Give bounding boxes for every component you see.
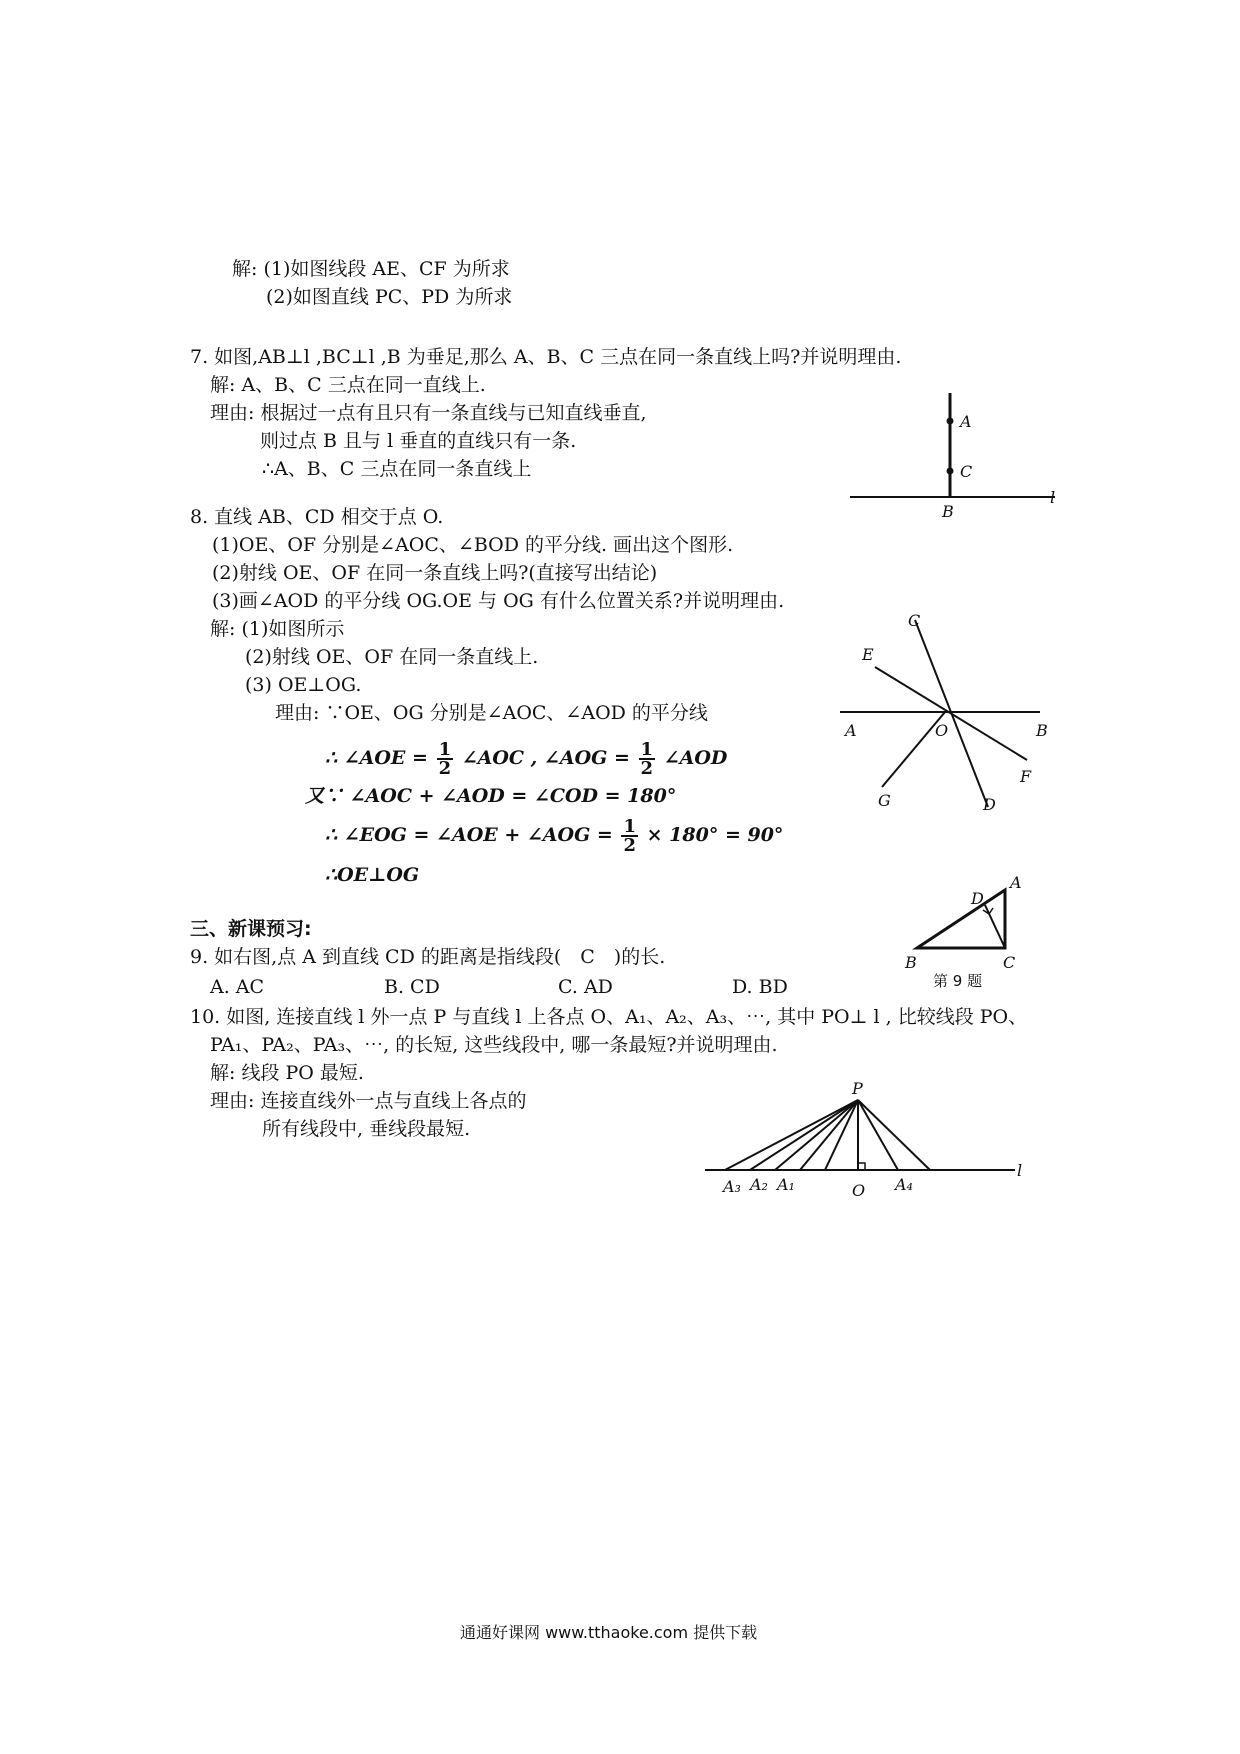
q7-label-c: C [960, 462, 973, 481]
q10-label-p: P [852, 1079, 863, 1098]
q8-line-ef [875, 667, 1027, 760]
q8-eq3-part-b: × 180° = 90° [646, 824, 784, 846]
q8-equation-1 [325, 738, 727, 778]
q10-figure [705, 1080, 1035, 1215]
q8-label-f: F [1020, 767, 1032, 786]
q8-eq1-part-d: ∠AOD [663, 747, 728, 769]
q7-answer: 解: A、B、C 三点在同一直线上. [210, 374, 486, 396]
q8-solution-3: (3) OE⊥OG. [245, 674, 362, 696]
q9-option-c: C. AD [558, 976, 613, 998]
q8-label-o: O [935, 721, 949, 740]
section-heading: 三、新课预习: [190, 918, 312, 940]
q8-solution-1: 解: (1)如图所示 [210, 618, 345, 640]
fraction-half [621, 818, 638, 854]
fraction-numerator: 1 [623, 816, 637, 837]
q10-segment-pa4 [858, 1100, 898, 1170]
q10-label-a4: A₄ [895, 1175, 913, 1194]
q7-label-b: B [942, 502, 954, 521]
q9-label-c: C [1003, 953, 1016, 972]
q9-label-a: A [1010, 873, 1022, 892]
fraction-denominator: 2 [438, 758, 452, 779]
q10-label-o: O [852, 1181, 866, 1200]
q7-point-c [947, 468, 954, 475]
q10-segment-pa5 [858, 1100, 930, 1170]
q10-reason-2: 所有线段中, 垂线段最短. [262, 1118, 471, 1140]
q7-label-l: l [1050, 488, 1056, 507]
q10-right-angle-mark [858, 1163, 865, 1170]
q7-question: 7. 如图,AB⊥l ,BC⊥l ,B 为垂足,那么 A、B、C 三点在同一条直线上吗?并说明理由. [190, 346, 902, 368]
q10-segment-pa2 [775, 1100, 858, 1170]
q10-segment-pa-extra [725, 1100, 858, 1170]
q10-label-a3: A₃ [723, 1177, 741, 1196]
q8-solution-2: (2)射线 OE、OF 在同一条直线上. [245, 646, 539, 668]
q8-label-a: A [845, 721, 857, 740]
q10-label-a1: A₁ [777, 1175, 795, 1194]
q7-reason-1: 理由: 根据过一点有且只有一条直线与已知直线垂直, [210, 402, 647, 424]
q9-segment-cd [985, 905, 1005, 948]
q8-part-3: (3)画∠AOD 的平分线 OG.OE 与 OG 有什么位置关系?并说明理由. [212, 590, 785, 612]
q6-solution-2: (2)如图直线 PC、PD 为所求 [266, 286, 513, 308]
q9-label-d: D [971, 889, 984, 908]
q9-label-b: B [905, 953, 917, 972]
q7-reason-2: 则过点 B 且与 l 垂直的直线只有一条. [260, 430, 577, 452]
q10-answer: 解: 线段 PO 最短. [210, 1062, 364, 1084]
q9-figure [905, 870, 1065, 990]
q8-question: 8. 直线 AB、CD 相交于点 O. [190, 506, 444, 528]
q8-part-1: (1)OE、OF 分别是∠AOC、∠BOD 的平分线. 画出这个图形. [212, 534, 734, 556]
q8-equation-3 [325, 815, 783, 855]
q8-eq1-part-a: ∴ ∠AOE = [325, 747, 428, 769]
q7-label-a: A [960, 412, 972, 431]
q9-option-a: A. AC [210, 976, 265, 998]
q8-label-c: C [908, 611, 921, 630]
fraction-half [639, 741, 656, 777]
fraction-denominator: 2 [623, 835, 637, 856]
q10-question-2: PA₁、PA₂、PA₃、⋯, 的长短, 这些线段中, 哪一条最短?并说明理由. [210, 1034, 778, 1056]
fraction-half [437, 741, 454, 777]
q7-reason-3: ∴A、B、C 三点在同一条直线上 [262, 458, 532, 480]
q8-label-g: G [878, 791, 891, 810]
q7-figure [850, 385, 1070, 525]
fraction-numerator: 1 [438, 739, 452, 760]
q10-reason-1: 理由: 连接直线外一点与直线上各点的 [210, 1090, 527, 1112]
q8-eq3-part-a: ∴ ∠EOG = ∠AOE + ∠AOG = [325, 824, 613, 846]
q9-caption: 第 9 题 [933, 972, 983, 990]
q8-figure [840, 612, 1070, 827]
q7-point-a [947, 418, 954, 425]
q10-label-a2: A₂ [750, 1175, 768, 1194]
q8-reason: 理由: ∵OE、OG 分别是∠AOC、∠AOD 的平分线 [275, 702, 708, 724]
footer-text: 通通好课网 www.tthaoke.com 提供下载 [460, 1623, 758, 1642]
q8-eq1-part-b: ∠AOC , [461, 747, 538, 769]
q8-label-e: E [862, 645, 874, 664]
q6-solution-1: 解: (1)如图线段 AE、CF 为所求 [232, 258, 510, 280]
fraction-numerator: 1 [640, 739, 654, 760]
fraction-denominator: 2 [640, 758, 654, 779]
q9-option-d: D. BD [732, 976, 788, 998]
q8-part-2: (2)射线 OE、OF 在同一条直线上吗?(直接写出结论) [212, 562, 658, 584]
q9-question: 9. 如右图,点 A 到直线 CD 的距离是指线段( C )的长. [190, 946, 666, 968]
q8-label-b: B [1036, 721, 1048, 740]
q10-label-l: l [1017, 1161, 1023, 1180]
q8-equation-2: 又∵ ∠AOC + ∠AOD = ∠COD = 180° [305, 785, 677, 807]
q10-question-1: 10. 如图, 连接直线 l 外一点 P 与直线 l 上各点 O、A₁、A₂、A₃、⋯, 其中 PO⊥ l , 比较线段 PO、 [190, 1006, 1028, 1028]
q8-label-d: D [983, 795, 996, 814]
q9-option-b: B. CD [384, 976, 440, 998]
q8-equation-4: ∴OE⊥OG [325, 864, 420, 886]
q8-eq1-part-c: ∠AOG = [543, 747, 630, 769]
